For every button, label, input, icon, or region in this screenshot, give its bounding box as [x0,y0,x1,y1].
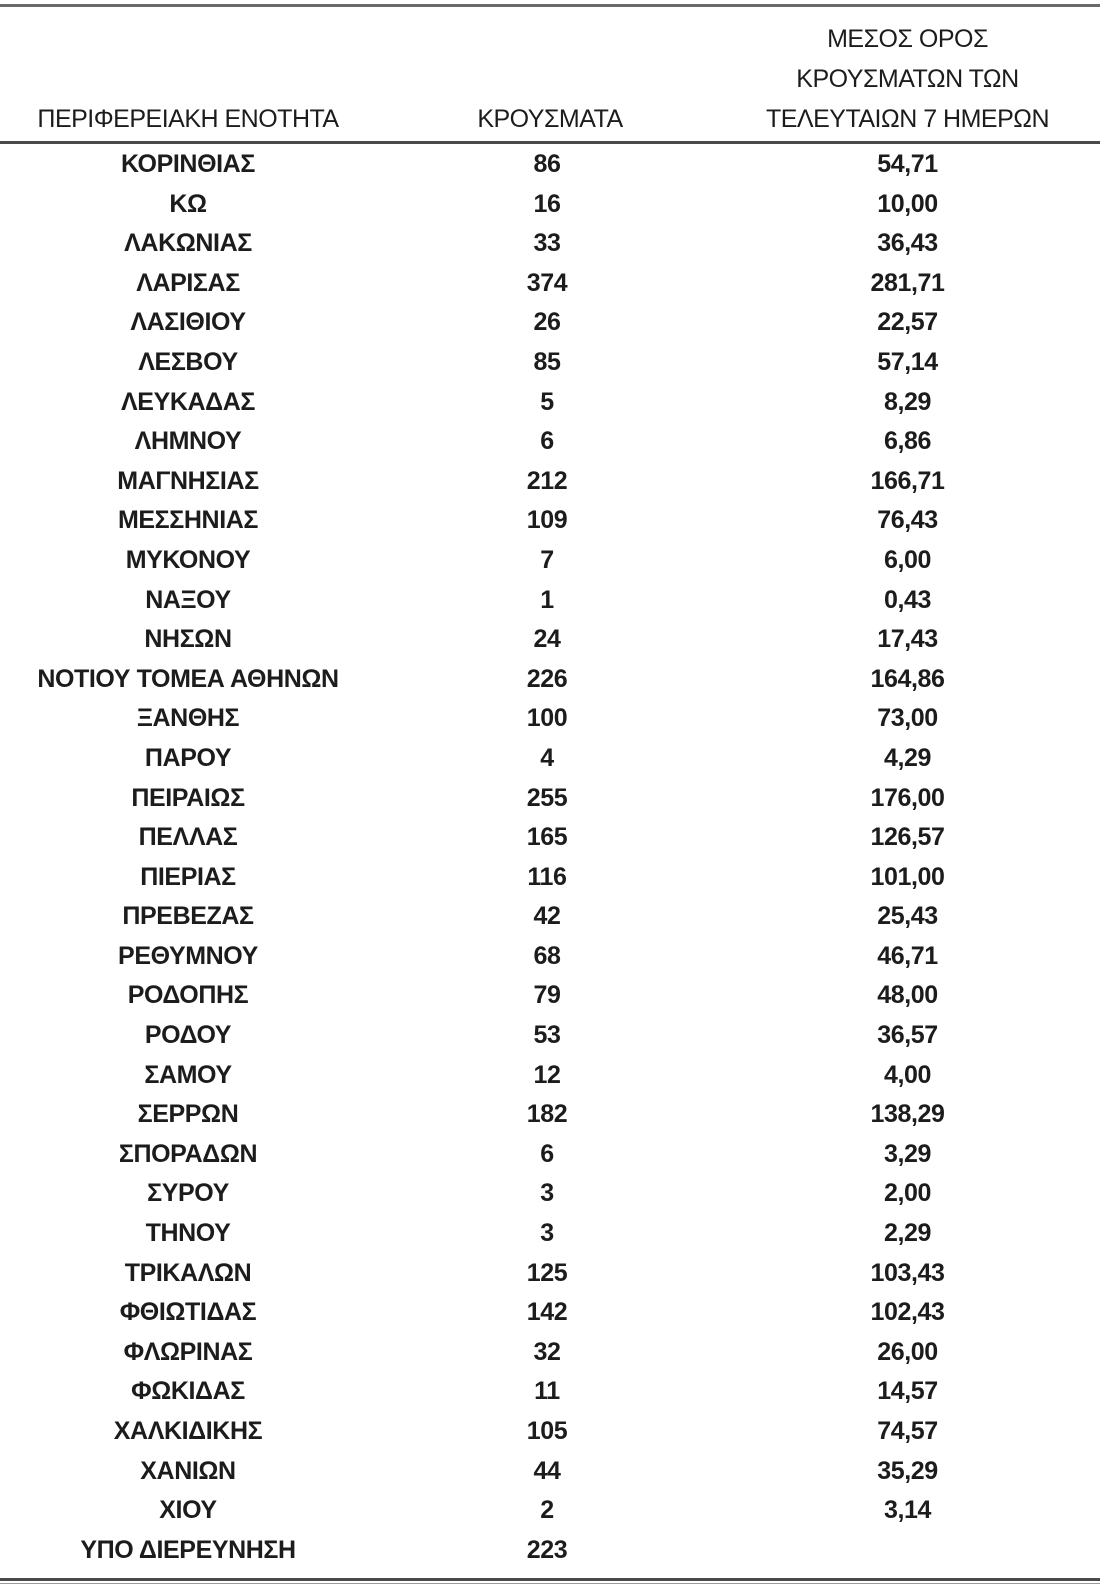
cell-cases: 100 [526,704,568,733]
cell-cases: 85 [533,347,561,376]
cell-avg: 14,57 [877,1377,938,1406]
table-row [0,1016,1100,1056]
cell-region: ΧΑΝΙΩΝ [140,1456,236,1485]
table-row [0,1095,1100,1135]
cell-cases: 223 [526,1535,568,1564]
cell-region: ΤΗΝΟΥ [145,1219,231,1248]
cell-region: ΧΑΛΚΙΔΙΚΗΣ [113,1417,263,1445]
table-row [0,779,1100,819]
cell-avg: 2,00 [883,1179,932,1208]
table-row [0,224,1100,264]
cell-cases: 79 [533,981,561,1010]
table-row [0,1135,1100,1175]
cell-cases: 44 [533,1456,561,1485]
cell-region: ΦΘΙΩΤΙΔΑΣ [119,1298,257,1327]
cell-avg: 6,86 [883,427,932,456]
table-row [0,1412,1100,1452]
table-header [0,7,1100,141]
table-row [0,660,1100,700]
cell-cases: 12 [533,1060,561,1089]
cell-region: ΠΕΛΛΑΣ [138,823,238,852]
cell-cases: 255 [526,783,568,812]
table-row [0,1174,1100,1214]
cell-avg: 48,00 [877,981,938,1010]
cell-avg: 36,43 [877,229,938,258]
cell-cases: 7 [540,545,554,574]
cell-region: ΛΕΣΒΟΥ [138,347,238,376]
table-row [0,1214,1100,1254]
cell-avg: 176,00 [870,783,945,812]
table-row [0,818,1100,858]
cell-cases: 3 [540,1219,554,1248]
cell-region: ΡΕΘΥΜΝΟΥ [118,941,258,970]
cell-avg: 25,43 [877,902,938,931]
table-row [0,699,1100,739]
table-bottom-border-thin [0,1583,1100,1584]
cell-cases: 3 [540,1179,554,1208]
cell-region: ΛΑΡΙΣΑΣ [136,268,240,297]
cell-cases: 24 [533,625,561,654]
table-row [0,1056,1100,1096]
cell-region: ΠΙΕΡΙΑΣ [140,862,236,891]
table-row [0,581,1100,621]
cell-region: ΠΡΕΒΕΖΑΣ [122,902,254,931]
cell-cases: 32 [533,1337,561,1366]
table-row [0,937,1100,977]
cell-region: ΝΟΤΙΟΥ ΤΟΜΕΑ ΑΘΗΝΩΝ [37,664,339,693]
cell-cases: 33 [533,229,561,258]
table-row [0,620,1100,660]
table-row [0,858,1100,898]
table-row [0,897,1100,937]
header-avg-line2: ΚΡΟΥΣΜΑΤΩΝ ΤΩΝ [796,65,1019,93]
header-cases-label: ΚΡΟΥΣΜΑΤΑ [477,105,623,133]
cell-avg: 3,14 [883,1496,932,1525]
cell-region: ΝΑΞΟΥ [145,585,231,614]
cell-avg: 126,57 [870,823,945,852]
cell-avg: 36,57 [877,1021,938,1050]
cell-avg: 73,00 [877,704,938,733]
table-row [0,1293,1100,1333]
table-row [0,462,1100,502]
cell-cases: 109 [526,506,568,535]
cell-avg: 57,14 [877,347,938,376]
table-row [0,264,1100,304]
cell-cases: 125 [526,1258,568,1287]
cell-cases: 86 [533,150,561,178]
cell-avg: 76,43 [877,506,938,535]
cell-avg: 166,71 [870,466,945,495]
cell-cases: 182 [526,1100,568,1129]
table-row [0,422,1100,462]
header-region-label: ΠΕΡΙΦΕΡΕΙΑΚΗ ΕΝΟΤΗΤΑ [37,105,339,133]
header-avg-line1: ΜΕΣΟΣ ΟΡΟΣ [827,25,988,53]
header-region [0,99,376,139]
cell-region: ΛΗΜΝΟΥ [134,427,242,456]
table-row [0,541,1100,581]
cell-cases: 212 [526,466,568,495]
cell-cases: 165 [526,823,568,852]
cell-region: ΧΙΟΥ [159,1496,217,1525]
table-row [0,1372,1100,1412]
table-row [0,501,1100,541]
cell-region: ΣΕΡΡΩΝ [137,1100,239,1129]
table-row [0,1531,1100,1571]
cell-avg: 8,29 [883,387,932,416]
cell-avg: 3,29 [883,1139,932,1168]
cell-avg: 4,00 [883,1060,932,1089]
cell-avg: 17,43 [877,625,938,654]
cell-region: ΜΥΚΟΝΟΥ [125,545,251,574]
cell-avg: 4,29 [883,743,932,772]
cell-avg: 26,00 [877,1337,938,1366]
cell-region: ΥΠΟ ΔΙΕΡΕΥΝΗΣΗ [80,1535,296,1564]
cell-avg: 0,43 [883,585,932,614]
cell-region: ΣΥΡΟΥ [147,1179,229,1208]
cell-avg: 10,00 [877,189,938,218]
cell-avg: 22,57 [877,308,938,337]
cell-cases: 4 [540,743,554,772]
header-rule [0,141,1100,144]
cell-region: ΠΑΡΟΥ [144,743,232,772]
cell-region: ΤΡΙΚΑΛΩΝ [124,1258,252,1287]
cell-region: ΜΑΓΝΗΣΙΑΣ [117,466,259,495]
cell-region: ΣΠΟΡΑΔΩΝ [118,1139,258,1168]
cell-region: ΝΗΣΩΝ [144,625,232,654]
cell-cases: 105 [526,1417,568,1445]
cell-cases: 42 [533,902,561,931]
cell-region: ΜΕΣΣΗΝΙΑΣ [117,506,259,535]
cell-region: ΡΟΔΟΠΗΣ [127,981,249,1010]
cell-region: ΛΕΥΚΑΔΑΣ [121,387,255,416]
cell-region: ΦΩΚΙΔΑΣ [131,1377,245,1406]
table-body [0,145,1100,1570]
table-row [0,1452,1100,1492]
cell-avg: 103,43 [870,1258,945,1287]
cell-avg: 2,29 [883,1219,932,1248]
cell-cases: 374 [526,268,568,297]
cell-region: ΛΑΚΩΝΙΑΣ [124,229,252,258]
cell-avg: 46,71 [877,941,938,970]
cell-avg: 138,29 [870,1100,945,1129]
cell-cases: 68 [533,941,561,970]
cell-avg: 54,71 [877,150,938,178]
cell-cases: 16 [533,189,561,218]
cell-avg: 102,43 [870,1298,945,1327]
cell-region: ΞΑΝΘΗΣ [136,704,240,733]
table-row [0,739,1100,779]
cell-region: ΛΑΣΙΘΙΟΥ [130,308,246,337]
cell-region: ΠΕΙΡΑΙΩΣ [131,783,245,812]
header-cases [450,99,650,139]
cell-cases: 5 [540,387,554,416]
table-row [0,145,1100,185]
cell-cases: 116 [527,862,567,891]
header-avg [735,19,1080,139]
table-row [0,1491,1100,1531]
cell-region: ΦΛΩΡΙΝΑΣ [123,1337,253,1366]
cell-cases: 26 [533,308,561,337]
header-avg-line3: ΤΕΛΕΥΤΑΙΩΝ 7 ΗΜΕΡΩΝ [765,105,1050,133]
cell-cases: 226 [526,664,568,693]
cell-region: ΚΟΡΙΝΘΙΑΣ [121,150,255,178]
cell-cases: 6 [540,1139,554,1168]
cell-cases: 1 [540,585,554,614]
table-row [0,1333,1100,1373]
table-bottom-border [0,1578,1100,1581]
cell-cases: 142 [526,1298,568,1327]
cell-avg: 164,86 [870,664,945,693]
table-row [0,185,1100,225]
cell-avg: 6,00 [883,545,932,574]
cell-avg: 74,57 [877,1417,938,1445]
cell-region: ΣΑΜΟΥ [144,1060,232,1089]
cell-cases: 2 [540,1496,554,1525]
table-row [0,976,1100,1016]
cell-region: ΚΩ [169,189,207,218]
table-row [0,1254,1100,1294]
cell-avg: 281,71 [870,268,945,297]
cell-cases: 53 [533,1021,561,1050]
table-row [0,383,1100,423]
cell-avg: 35,29 [877,1456,938,1485]
table-row [0,343,1100,383]
cell-cases: 11 [534,1377,560,1406]
cell-region: ΡΟΔΟΥ [144,1021,232,1050]
cell-avg: 101,00 [870,862,945,891]
table-row [0,303,1100,343]
cell-cases: 6 [540,427,554,456]
